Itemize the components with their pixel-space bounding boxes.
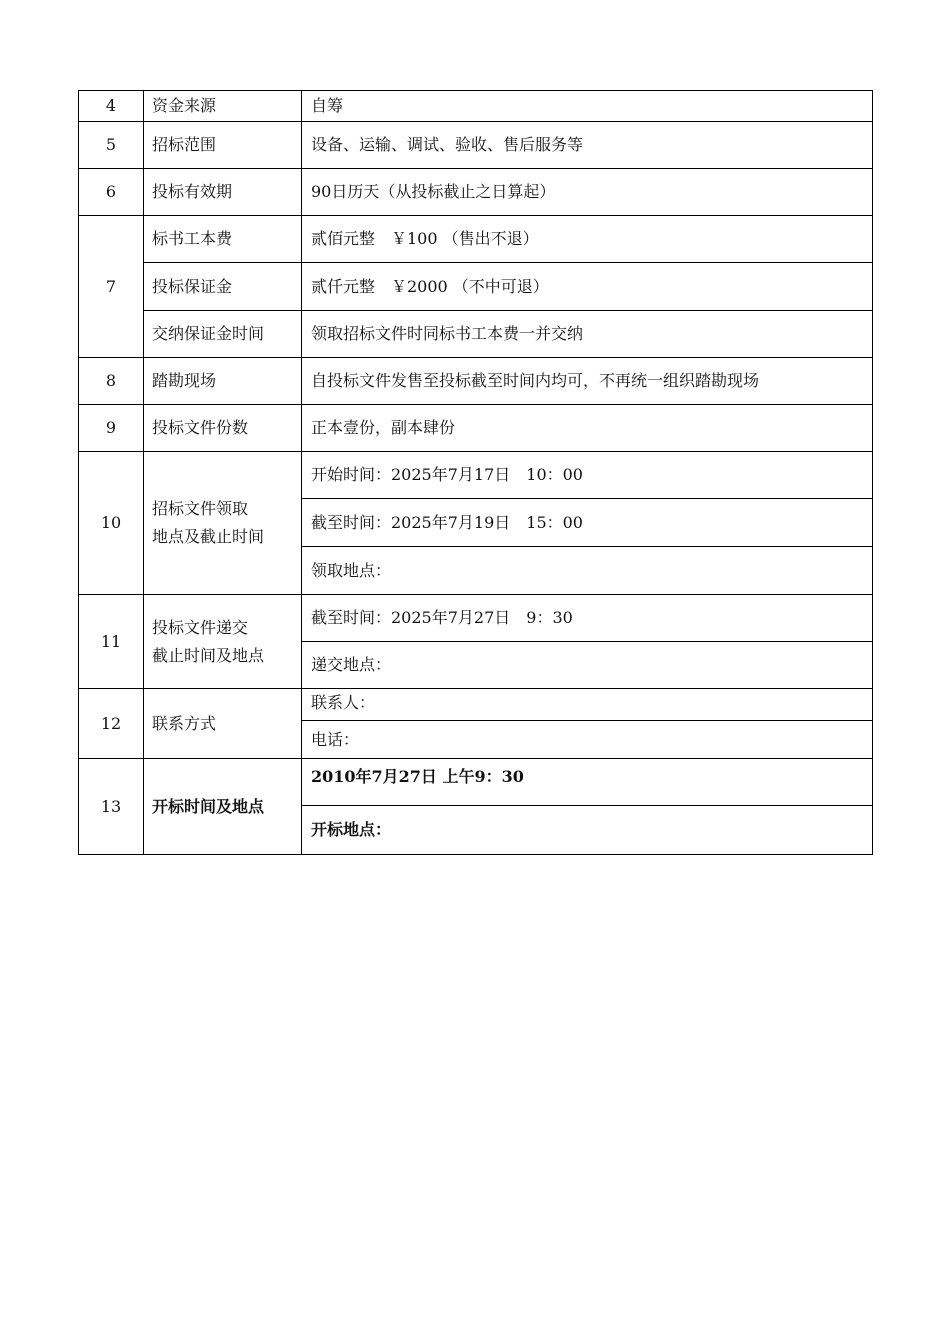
item-label-line: 地点及截止时间 [152,527,265,546]
item-content: 递交地点： [302,642,873,689]
item-content: 自筹 [302,91,873,122]
table-row [79,311,873,358]
row-number: 4 [79,91,144,122]
item-label: 资金来源 [144,91,302,122]
item-content: 截至时间：2025年7月27日 9：30 [302,595,873,642]
item-content: 正本壹份，副本肆份 [302,405,873,452]
item-content: 电话： [302,721,873,759]
item-content: 自投标文件发售至投标截至时间内均可，不再统一组织踏勘现场 [302,358,873,405]
item-content: 联系人： [302,689,873,721]
item-label-line: 投标文件递交 [152,617,249,637]
item-content: 90日历天（从投标截止之日算起） [302,169,873,216]
item-content: 贰仟元整 ￥2000 （不中可退） [302,263,873,311]
item-content: 设备、运输、调试、验收、售后服务等 [302,122,873,169]
item-label [144,595,302,689]
row-number: 7 [79,216,144,358]
item-label-line: 截止时间及地点 [152,645,265,665]
item-label: 投标有效期 [144,169,302,216]
item-label: 开标时间及地点 [144,759,302,855]
item-content: 领取招标文件时同标书工本费一并交纳 [302,311,873,358]
item-label: 踏勘现场 [144,358,302,405]
table-row [79,263,873,311]
table-row [79,405,873,452]
row-number: 10 [79,452,144,595]
row-number: 5 [79,122,144,169]
row-number: 8 [79,358,144,405]
row-number: 13 [79,759,144,855]
table-row [79,169,873,216]
item-label: 投标文件份数 [144,405,302,452]
item-content: 开标地点： [302,806,873,855]
table-row [79,689,873,721]
row-number: 12 [79,689,144,759]
item-label: 交纳保证金时间 [144,311,302,358]
table-row [79,358,873,405]
table-row [79,122,873,169]
item-content: 2010年7月27日 上午9：30 [302,759,873,806]
table-row [79,216,873,263]
table-row [79,452,873,499]
bid-info-table [78,90,873,855]
item-label [144,452,302,595]
item-label: 招标范围 [144,122,302,169]
table-row [79,91,873,122]
row-number: 11 [79,595,144,689]
item-label: 标书工本费 [144,216,302,263]
item-label: 投标保证金 [144,263,302,311]
row-number: 6 [79,169,144,216]
item-content: 领取地点： [302,547,873,595]
table-row [79,759,873,806]
row-number: 9 [79,405,144,452]
item-content: 开始时间：2025年7月17日 10：00 [302,452,873,499]
item-content: 贰佰元整 ￥100 （售出不退） [302,216,873,263]
item-label: 联系方式 [144,689,302,759]
item-content: 截至时间：2025年7月19日 15：00 [302,499,873,547]
item-label-line: 招标文件领取 [152,499,249,518]
table-row [79,595,873,642]
